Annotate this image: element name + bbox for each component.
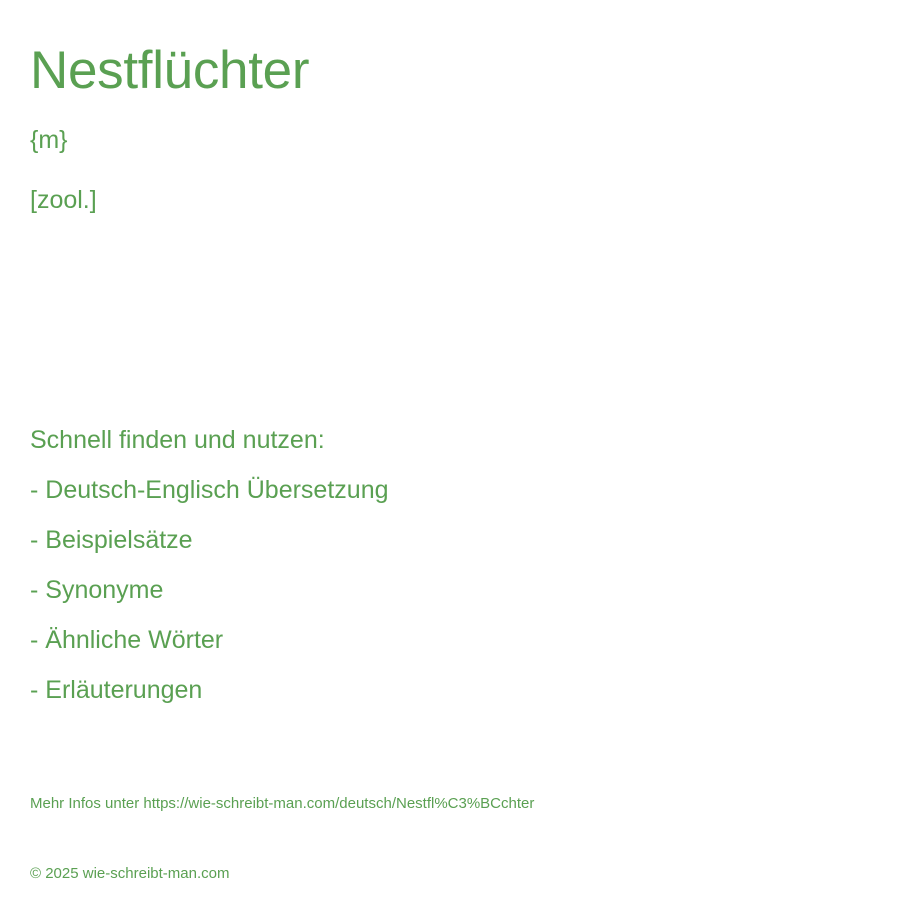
features-section: [30, 425, 389, 725]
page: [30, 0, 870, 900]
feature-item-translation: - Deutsch-Englisch Übersetzung: [30, 476, 389, 504]
feature-item-explanations: - Erläuterungen: [30, 676, 203, 704]
features-heading: Schnell finden und nutzen:: [30, 426, 325, 454]
subject-domain-label: [zool.]: [30, 186, 97, 214]
feature-list: [30, 475, 389, 725]
feature-item-example-sentences: - Beispielsätze: [30, 526, 193, 554]
more-info-link-text: Mehr Infos unter https://wie-schreibt-man.com/deutsch/Nestfl%C3%BCchter: [30, 795, 535, 812]
headword-title: Nestflüchter: [30, 41, 310, 100]
gender-label: {m}: [30, 126, 68, 154]
feature-item-synonyms: - Synonyme: [30, 576, 164, 604]
feature-item-similar-words: - Ähnliche Wörter: [30, 626, 224, 654]
copyright-notice: © 2025 wie-schreibt-man.com: [30, 865, 230, 882]
